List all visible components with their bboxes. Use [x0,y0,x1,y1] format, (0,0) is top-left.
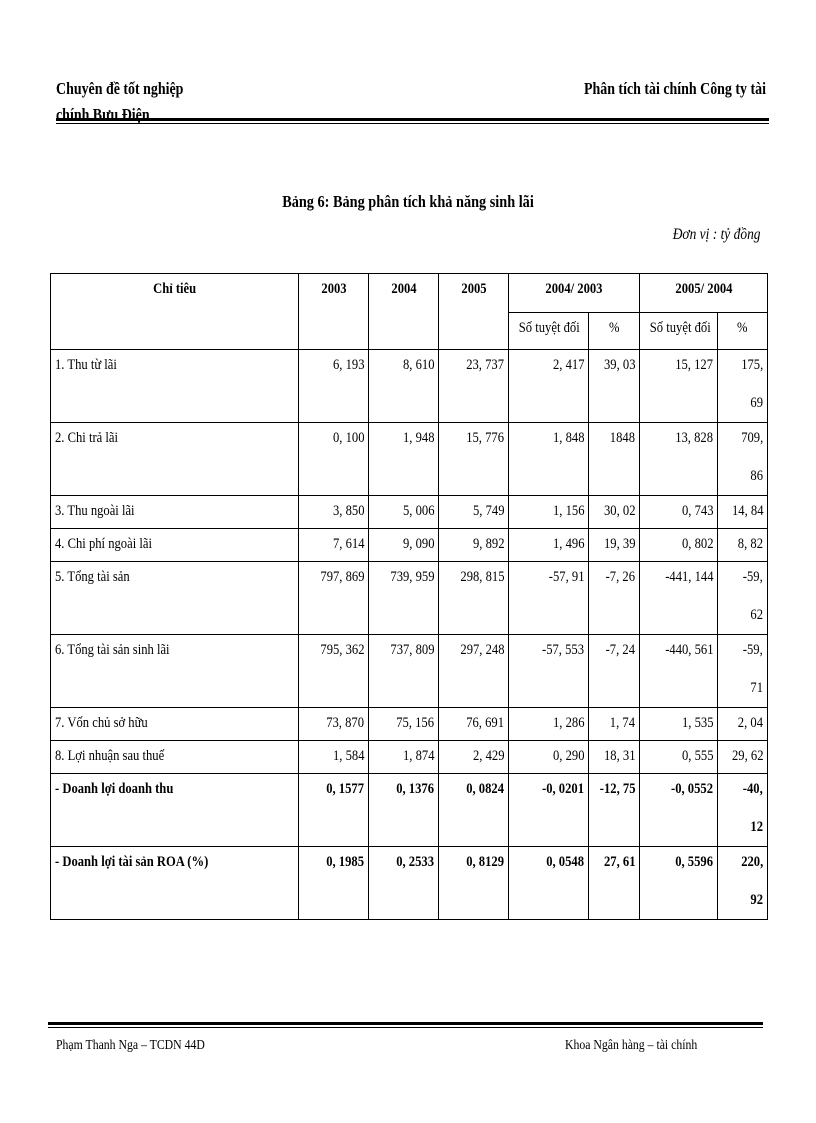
row-label: 5. Tổng tài sản [51,562,299,635]
value-2004: 8, 610 [369,350,439,423]
value-2004: 1, 948 [369,423,439,496]
pct-change-2004-2003: 30, 02 [589,496,640,529]
row-label: 4. Chi phí ngoài lãi [51,529,299,562]
value-2003: 73, 870 [299,708,369,741]
abs-change-2004-2003: 1, 496 [509,529,589,562]
value-2005: 23, 737 [439,350,509,423]
abs-change-2005-2004: -441, 144 [640,562,718,635]
row-label: 1. Thu từ lãi [51,350,299,423]
table-row [51,847,768,920]
value-2004: 739, 959 [369,562,439,635]
row-label: 6. Tổng tài sản sinh lãi [51,635,299,708]
header-pct-1: % [589,313,640,350]
pct-change-2005-2004: 175, 69 [718,350,768,423]
value-2004: 9, 090 [369,529,439,562]
table-row [51,423,768,496]
table-title: Bảng 6: Bảng phân tích khả năng sinh lãi [282,192,534,211]
row-label: - Doanh lợi tài sản ROA (%) [51,847,299,920]
value-2005: 0, 0824 [439,774,509,847]
table-row [51,562,768,635]
abs-change-2005-2004: 1, 535 [640,708,718,741]
value-2003: 0, 1577 [299,774,369,847]
header-2005-vs-2004: 2005/ 2004 [640,274,768,313]
value-2005: 9, 892 [439,529,509,562]
value-2003: 6, 193 [299,350,369,423]
header-2003: 2003 [299,274,369,350]
value-2004: 1, 874 [369,741,439,774]
pct-change-2004-2003: 27, 61 [589,847,640,920]
value-2003: 0, 100 [299,423,369,496]
abs-change-2004-2003: 0, 0548 [509,847,589,920]
abs-change-2005-2004: 0, 802 [640,529,718,562]
value-2004: 737, 809 [369,635,439,708]
table-row [51,529,768,562]
footer-left: Phạm Thanh Nga – TCDN 44D [56,1038,205,1053]
pct-change-2005-2004: 2, 04 [718,708,768,741]
abs-change-2004-2003: 1, 286 [509,708,589,741]
value-2004: 5, 006 [369,496,439,529]
value-2005: 5, 749 [439,496,509,529]
value-2005: 0, 8129 [439,847,509,920]
pct-change-2005-2004: -59, 62 [718,562,768,635]
table-row [51,350,768,423]
pct-change-2004-2003: 1, 74 [589,708,640,741]
abs-change-2004-2003: -57, 91 [509,562,589,635]
value-2005: 297, 248 [439,635,509,708]
value-2003: 7, 614 [299,529,369,562]
table-row [51,635,768,708]
value-2003: 0, 1985 [299,847,369,920]
value-2004: 0, 2533 [369,847,439,920]
value-2004: 75, 156 [369,708,439,741]
row-label: 7. Vốn chủ sở hữu [51,708,299,741]
pct-change-2005-2004: 14, 84 [718,496,768,529]
pct-change-2005-2004: 709, 86 [718,423,768,496]
abs-change-2004-2003: 1, 848 [509,423,589,496]
value-2005: 76, 691 [439,708,509,741]
abs-change-2005-2004: -440, 561 [640,635,718,708]
header-abs-2: Số tuyệt đối [640,313,718,350]
row-label: 8. Lợi nhuận sau thuế [51,741,299,774]
value-2005: 2, 429 [439,741,509,774]
abs-change-2004-2003: 1, 156 [509,496,589,529]
header-2004: 2004 [369,274,439,350]
abs-change-2005-2004: 0, 5596 [640,847,718,920]
header-left-line2: chính Bưu Điện [56,105,150,124]
pct-change-2005-2004: -40, 12 [718,774,768,847]
abs-change-2005-2004: 13, 828 [640,423,718,496]
pct-change-2005-2004: 29, 62 [718,741,768,774]
row-label: 2. Chi trả lãi [51,423,299,496]
header-rule [56,118,769,124]
pct-change-2004-2003: -7, 24 [589,635,640,708]
unit-note: Đơn vị : tỷ đồng [673,226,761,243]
row-label: - Doanh lợi doanh thu [51,774,299,847]
pct-change-2004-2003: 18, 31 [589,741,640,774]
pct-change-2004-2003: 19, 39 [589,529,640,562]
value-2005: 15, 776 [439,423,509,496]
value-2003: 797, 869 [299,562,369,635]
header-right: Phân tích tài chính Công ty tài [583,79,766,98]
value-2004: 0, 1376 [369,774,439,847]
header-2004-vs-2003: 2004/ 2003 [509,274,640,313]
header-abs-1: Số tuyệt đối [509,313,589,350]
row-label: 3. Thu ngoài lãi [51,496,299,529]
value-2003: 3, 850 [299,496,369,529]
header-left-line1: Chuyên đề tốt nghiệp [56,79,184,98]
pct-change-2004-2003: -12, 75 [589,774,640,847]
pct-change-2005-2004: 8, 82 [718,529,768,562]
header-row-1 [51,274,768,313]
abs-change-2005-2004: 0, 743 [640,496,718,529]
table-row [51,708,768,741]
abs-change-2004-2003: 0, 290 [509,741,589,774]
abs-change-2004-2003: -57, 553 [509,635,589,708]
footer-rule [48,1022,763,1028]
footer-right: Khoa Ngân hàng – tài chính [565,1038,698,1053]
pct-change-2004-2003: 1848 [589,423,640,496]
value-2003: 795, 362 [299,635,369,708]
abs-change-2004-2003: 2, 417 [509,350,589,423]
table-row [51,774,768,847]
abs-change-2005-2004: 0, 555 [640,741,718,774]
value-2005: 298, 815 [439,562,509,635]
abs-change-2005-2004: 15, 127 [640,350,718,423]
pct-change-2004-2003: 39, 03 [589,350,640,423]
abs-change-2004-2003: -0, 0201 [509,774,589,847]
header-pct-2: % [718,313,768,350]
pct-change-2005-2004: 220, 92 [718,847,768,920]
pct-change-2005-2004: -59, 71 [718,635,768,708]
abs-change-2005-2004: -0, 0552 [640,774,718,847]
pct-change-2004-2003: -7, 26 [589,562,640,635]
header-2005: 2005 [439,274,509,350]
profitability-table [50,273,768,920]
header-indicator: Chỉ tiêu [51,274,299,350]
value-2003: 1, 584 [299,741,369,774]
table-row [51,741,768,774]
table-row [51,496,768,529]
